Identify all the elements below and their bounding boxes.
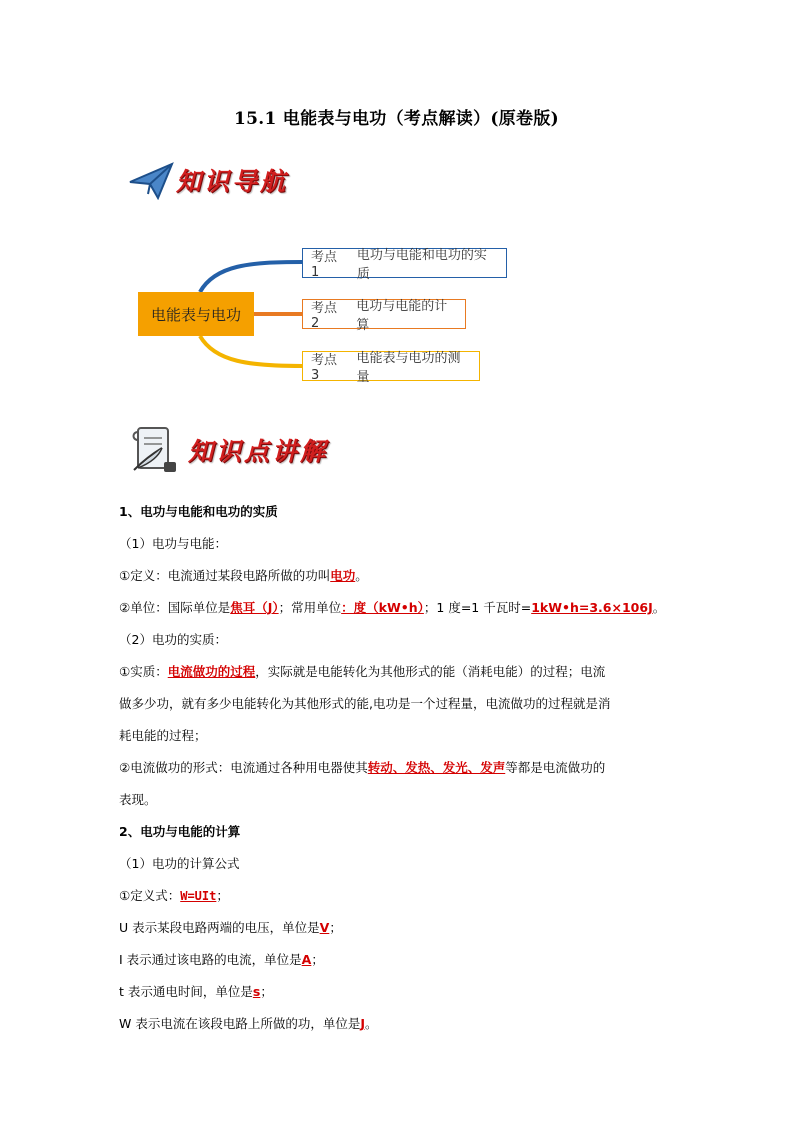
text: W 表示电流在该段电路上所做的功，单位是 — [119, 1016, 361, 1031]
text: ①实质： — [119, 664, 168, 679]
branch-key: 考点2 — [311, 301, 338, 331]
mindmap-branch-3 — [302, 351, 480, 385]
branch-label: 电功与电能和电功的实质 — [356, 248, 487, 282]
current-line — [119, 944, 679, 976]
text: ； — [216, 888, 229, 903]
key-term: V — [319, 920, 330, 935]
section-2-sub-1: （1）电功的计算公式 — [119, 856, 240, 871]
branch-label: 电能表与电功的测量 — [356, 351, 461, 385]
section-2-heading: 2、电功与电能的计算 — [119, 824, 241, 839]
essence-line-3: 耗电能的过程； — [119, 728, 207, 743]
key-term: A — [301, 952, 312, 967]
mindmap-branch-2 — [302, 299, 466, 333]
text: I 表示通过该电路的电流，单位是 — [119, 952, 302, 967]
mindmap-root: 电能表与电功 — [138, 292, 254, 336]
text: 。 — [652, 600, 666, 615]
unit-line — [119, 592, 679, 624]
branch-key: 考点3 — [311, 353, 338, 383]
text: ①定义式： — [119, 888, 181, 903]
form-line-2: 表现。 — [119, 792, 157, 807]
formula-line — [119, 880, 679, 912]
page-title: 15.1 电能表与电功（考点解读）(原卷版) — [233, 109, 559, 129]
text: 。 — [355, 568, 368, 583]
text: 。 — [365, 1016, 378, 1031]
essence-line-1 — [119, 656, 679, 688]
text: ；1 度=1 千瓦时= — [423, 600, 532, 615]
mindmap-branch-1 — [302, 248, 507, 282]
branch-key: 考点1 — [311, 250, 338, 280]
section-1-sub-2: （2）电功的实质： — [119, 632, 227, 647]
text: ；常用单位 — [278, 600, 342, 615]
section-1-sub-1: （1）电功与电能： — [119, 536, 227, 551]
key-term: 1kW•h=3.6×106J — [531, 600, 653, 615]
connector-1 — [200, 262, 302, 292]
key-term: J — [360, 1016, 365, 1031]
knowledge-explain-banner — [128, 424, 328, 476]
formula: W=UIt — [180, 889, 217, 903]
section-1-heading: 1、电功与电能和电功的实质 — [119, 504, 278, 519]
text: ； — [311, 952, 324, 967]
text: ； — [260, 984, 273, 999]
knowledge-nav-title: 知识导航 — [176, 167, 289, 196]
time-line — [119, 976, 679, 1008]
text: ； — [329, 920, 342, 935]
text: ①定义：电流通过某段电路所做的功叫 — [119, 568, 331, 583]
text: ，实际就是电能转化为其他形式的能（消耗电能）的过程；电流 — [255, 664, 606, 679]
essence-line-2: 做多少功，就有多少电能转化为其他形式的能,电功是一个过程量，电流做功的过程就是消 — [119, 696, 611, 711]
key-term: s — [252, 984, 261, 999]
text: ②单位：国际单位是 — [119, 600, 231, 615]
knowledge-nav-banner — [128, 160, 288, 200]
document-body — [119, 496, 679, 1040]
work-line — [119, 1008, 679, 1040]
key-term: 焦耳（J） — [230, 600, 279, 615]
branch-label: 电功与电能的计算 — [356, 299, 448, 333]
form-line-1 — [119, 752, 679, 784]
paper-plane-icon — [128, 160, 174, 200]
voltage-line — [119, 912, 679, 944]
key-term: 电流做功的过程 — [167, 664, 256, 679]
key-term: 电功 — [330, 568, 356, 583]
text: t 表示通电时间，单位是 — [119, 984, 253, 999]
text: U 表示某段电路两端的电压，单位是 — [119, 920, 320, 935]
text: ②电流做功的形式：电流通过各种用电器使其 — [119, 760, 368, 775]
knowledge-explain-title: 知识点讲解 — [188, 437, 329, 466]
key-term: ：度（kW•h） — [341, 600, 424, 615]
definition-line — [119, 560, 679, 592]
text: 等都是电流做功的 — [505, 760, 606, 775]
scroll-quill-icon — [128, 424, 182, 476]
connector-3 — [200, 336, 302, 366]
key-term: 转动、发热、发光、发声 — [367, 760, 506, 775]
